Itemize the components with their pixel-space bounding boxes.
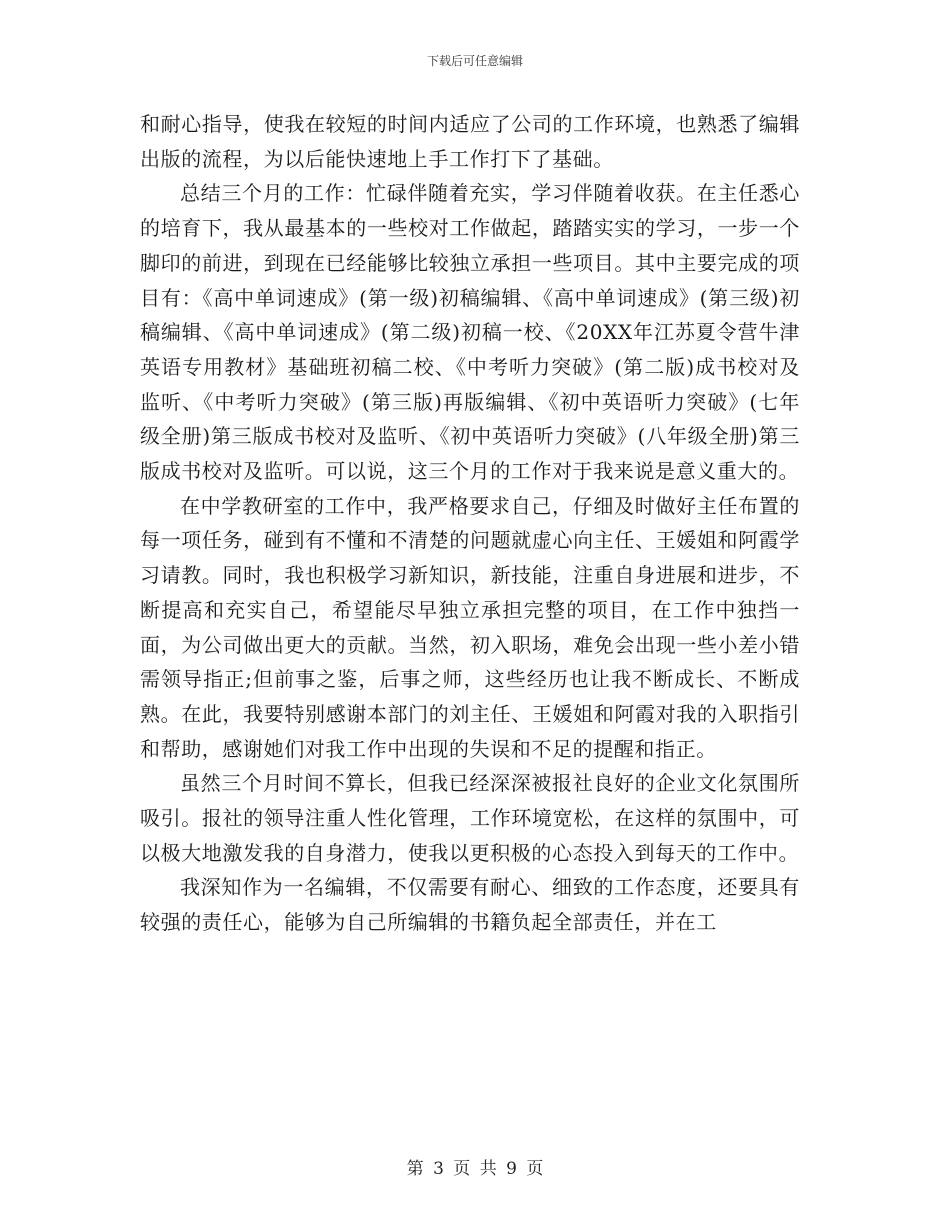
page-number: 第 3 页 共 9 页 bbox=[406, 1159, 544, 1179]
paragraph-3: 在中学教研室的工作中，我严格要求自己，仔细及时做好主任布置的每一项任务，碰到有不懂和不清楚的问题就虚心向主任、王媛姐和阿霞学习请教。同时，我也积极学习新知识，新技能，注重自身进展和进步，不断提高和充实自己，希望能尽早独立承担完整的项目，在工作中独挡一面，为公司做出更大的贡献。当然，初入职场，难免会出现一些小差小错需领导指正;但前事之鉴，后事之师，这些经历也让我不断成长、不断成熟。在此，我要特别感谢本部门的刘主任、王媛姐和阿霞对我的入职指引和帮助，感谢她们对我工作中出现的失误和不足的提醒和指正。 bbox=[140, 493, 800, 761]
page-header: 下载后可任意编辑 bbox=[426, 54, 523, 68]
paragraph-1: 和耐心指导，使我在较短的时间内适应了公司的工作环境，也熟悉了编辑出版的流程，为以后能快速地上手工作打下了基础。 bbox=[140, 112, 800, 171]
paragraph-4: 虽然三个月时间不算长，但我已经深深被报社良好的企业文化氛围所吸引。报社的领导注重人性化管理，工作环境宽松，在这样的氛围中，可以极大地激发我的自身潜力，使我以更积极的心态投入到每天的工作中。 bbox=[140, 771, 800, 865]
paragraph-2: 总结三个月的工作：忙碌伴随着充实，学习伴随着收获。在主任悉心的培育下，我从最基本的一些校对工作做起，踏踏实实的学习，一步一个脚印的前进，到现在已经能够比较独立承担一些项目。其中主要完成的项目有：《高中单词速成》(第一级)初稿编辑、《高中单词速成》(第三级)初稿编辑、《高中单词速成》(第二级)初稿一校、《20XX年江苏夏令营牛津英语专用教材》基础班初稿二校、《中考听力突破》(第二版)成书校对及监听、《中考听力突破》(第三版)再版编辑、《初中英语听力突破》(七年级全册)第三版成书校对及监听、《初中英语听力突破》(八年级全册)第三版成书校对及监听。可以说，这三个月的工作对于我来说是意义重大的。 bbox=[140, 181, 800, 484]
paragraph-5: 我深知作为一名编辑，不仅需要有耐心、细致的工作态度，还要具有较强的责任心，能够为自己所编辑的书籍负起全部责任，并在工 bbox=[140, 875, 800, 935]
document-body bbox=[140, 107, 800, 940]
